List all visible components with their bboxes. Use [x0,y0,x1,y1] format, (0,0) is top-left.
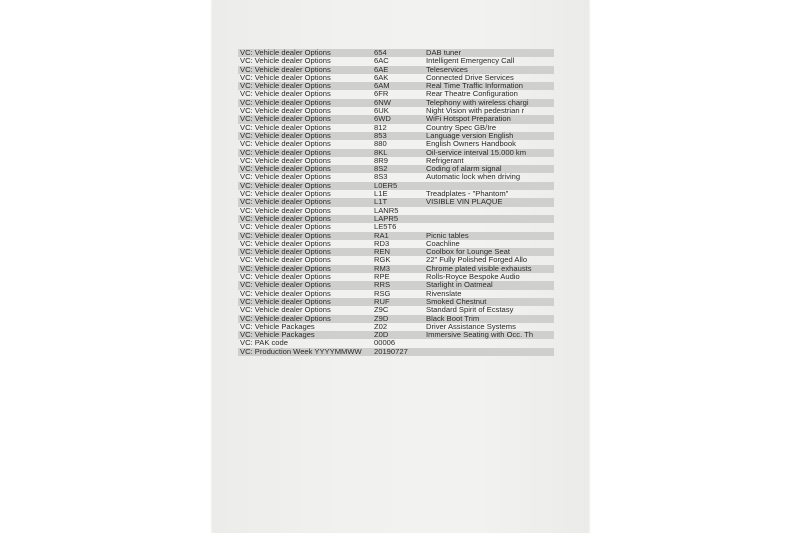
code-cell: 8KL [374,148,388,157]
description-cell: Coolbox for Lounge Seat [426,248,511,257]
code-cell: L1E [374,190,388,199]
code-cell: 00006 [374,339,396,348]
category-cell: VC: Vehicle dealer Options [240,181,331,190]
table-row [238,90,554,98]
description-cell: Night Vision with pedestrian r [426,107,525,116]
table-row [238,165,554,173]
code-cell: 6WD [374,115,391,124]
code-cell: 6AE [374,65,389,74]
description-cell: Automatic lock when driving [426,173,521,182]
description-cell: Language version English [426,131,514,140]
table-row [238,99,554,107]
code-cell: 6FR [374,90,389,99]
code-cell: LE5T6 [374,223,397,232]
table-row [238,107,554,115]
category-cell: VC: Vehicle dealer Options [240,98,331,107]
code-cell: Z02 [374,322,388,331]
category-cell: VC: Vehicle dealer Options [240,256,331,265]
code-cell: 6NW [374,98,391,107]
code-cell: 8R9 [374,156,388,165]
table-row [238,290,554,298]
table-row [238,339,554,347]
table-row [238,265,554,273]
description-cell: Rivenslate [426,289,462,298]
code-cell: L1T [374,198,388,207]
description-cell: English Owners Handbook [426,140,516,149]
category-cell: VC: Production Week YYYYMMWW [240,347,362,356]
code-cell: RPE [374,273,390,282]
description-cell: Starlight in Oatmeal [426,281,493,290]
category-cell: VC: Vehicle dealer Options [240,90,331,99]
category-cell: VC: Vehicle dealer Options [240,223,331,232]
table-row [238,140,554,148]
table-row [238,331,554,339]
description-cell: Telephony with wireless chargi [426,98,529,107]
category-cell: VC: Vehicle dealer Options [240,107,331,116]
code-cell: RSG [374,289,391,298]
table-row [238,223,554,231]
description-cell: Driver Assistance Systems [426,322,516,331]
code-cell: Z9D [374,314,389,323]
table-row [238,315,554,323]
description-cell: Rear Theatre Configuration [426,90,518,99]
description-cell: Smoked Chestnut [426,297,487,306]
category-cell: VC: Vehicle dealer Options [240,190,331,199]
description-cell: Teleservices [426,65,468,74]
code-cell: 8S2 [374,165,388,174]
category-cell: VC: Vehicle dealer Options [240,281,331,290]
code-cell: RRS [374,281,391,290]
category-cell: VC: Vehicle dealer Options [240,297,331,306]
code-cell: LAPR5 [374,214,399,223]
category-cell: VC: Vehicle dealer Options [240,49,331,57]
table-row [238,190,554,198]
code-cell: 6AM [374,82,390,91]
description-cell: VISIBLE VIN PLAQUE [426,198,503,207]
category-cell: VC: Vehicle dealer Options [240,115,331,124]
category-cell: VC: Vehicle dealer Options [240,289,331,298]
category-cell: VC: Vehicle dealer Options [240,165,331,174]
description-cell: Oil-service interval 15.000 km [426,148,527,157]
table-row [238,173,554,181]
code-cell: 8S3 [374,173,388,182]
code-cell: RUF [374,297,390,306]
table-row [238,66,554,74]
description-cell: Coachline [426,239,460,248]
code-cell: 812 [374,123,387,132]
description-cell: Intelligent Emergency Call [426,57,515,66]
table-row [238,182,554,190]
code-cell: L0ER5 [374,181,398,190]
description-cell: Country Spec GB/Ire [426,123,497,132]
category-cell: VC: Vehicle dealer Options [240,57,331,66]
category-cell: VC: Vehicle dealer Options [240,140,331,149]
table-row [238,198,554,206]
description-cell: Immersive Seating with Occ. Th [426,331,534,340]
table-row [238,115,554,123]
table-row [238,273,554,281]
code-cell: RA1 [374,231,389,240]
category-cell: VC: Vehicle dealer Options [240,173,331,182]
description-cell: Black Boot Trim [426,314,480,323]
table-row [238,149,554,157]
table-row [238,348,554,356]
table-row [238,256,554,264]
code-cell: Z0D [374,331,389,340]
description-cell: 22" Fully Polished Forged Allo [426,256,528,265]
table-row [238,323,554,331]
code-cell: Z9C [374,306,389,315]
table-row [238,248,554,256]
table-row [238,57,554,65]
table-row [238,157,554,165]
code-cell: LANR5 [374,206,399,215]
vehicle-options-table [238,49,554,356]
code-cell: RGK [374,256,391,265]
category-cell: VC: PAK code [240,339,288,348]
table-row [238,281,554,289]
category-cell: VC: Vehicle dealer Options [240,264,331,273]
category-cell: VC: Vehicle dealer Options [240,65,331,74]
description-cell: Refrigerant [426,156,464,165]
table-row [238,232,554,240]
code-cell: RM3 [374,264,391,273]
code-cell: RD3 [374,239,390,248]
category-cell: VC: Vehicle dealer Options [240,248,331,257]
description-cell: Real Time Traffic Information [426,82,523,91]
category-cell: VC: Vehicle dealer Options [240,148,331,157]
description-cell: Treadplates - "Phantom" [426,190,509,199]
table-row [238,298,554,306]
category-cell: VC: Vehicle dealer Options [240,123,331,132]
category-cell: VC: Vehicle dealer Options [240,214,331,223]
table-row [238,49,554,57]
description-cell: Picnic tables [426,231,469,240]
category-cell: VC: Vehicle dealer Options [240,156,331,165]
table-row [238,124,554,132]
description-cell: DAB tuner [426,49,462,57]
description-cell: Chrome plated visible exhausts [426,264,532,273]
category-cell: VC: Vehicle dealer Options [240,273,331,282]
table-row [238,82,554,90]
code-cell: 6UK [374,107,389,116]
category-cell: VC: Vehicle dealer Options [240,239,331,248]
category-cell: VC: Vehicle dealer Options [240,198,331,207]
code-cell: 20190727 [374,347,408,356]
description-cell: Connected Drive Services [426,73,514,82]
code-cell: 654 [374,49,387,57]
category-cell: VC: Vehicle dealer Options [240,82,331,91]
description-cell: Rolls-Royce Bespoke Audio [426,273,520,282]
code-cell: 853 [374,131,387,140]
table-row [238,215,554,223]
category-cell: VC: Vehicle dealer Options [240,131,331,140]
code-cell: REN [374,248,391,257]
table-row [238,74,554,82]
category-cell: VC: Vehicle dealer Options [240,206,331,215]
table-row [238,306,554,314]
table-row [238,207,554,215]
category-cell: VC: Vehicle dealer Options [240,314,331,323]
table-row [238,240,554,248]
table-row [238,132,554,140]
category-cell: VC: Vehicle dealer Options [240,231,331,240]
category-cell: VC: Vehicle Packages [240,322,315,331]
code-cell: 6AK [374,73,389,82]
code-cell: 880 [374,140,387,149]
category-cell: VC: Vehicle Packages [240,331,315,340]
category-cell: VC: Vehicle dealer Options [240,73,331,82]
code-cell: 6AC [374,57,389,66]
category-cell: VC: Vehicle dealer Options [240,306,331,315]
description-cell: WiFi Hotspot Preparation [426,115,511,124]
description-cell: Coding of alarm signal [426,165,502,174]
description-cell: Standard Spirit of Ecstasy [426,306,514,315]
